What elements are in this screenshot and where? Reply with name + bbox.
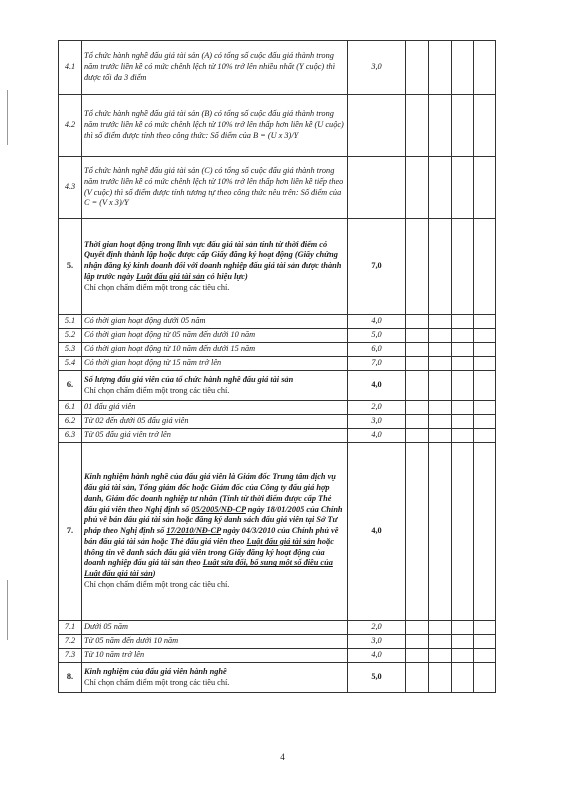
score-entry-cell bbox=[452, 41, 474, 95]
criterion-number: 6.2 bbox=[59, 415, 82, 429]
criterion-number: 5.3 bbox=[59, 343, 82, 357]
criterion-text bbox=[84, 344, 345, 355]
criterion-description bbox=[82, 371, 348, 401]
criterion-text bbox=[84, 240, 345, 283]
criterion-text-part: Dưới 05 năm bbox=[84, 622, 128, 632]
criterion-text bbox=[84, 109, 345, 141]
criterion-text bbox=[84, 416, 345, 427]
criterion-text bbox=[84, 472, 345, 580]
criterion-description bbox=[82, 649, 348, 663]
score-entry-cell bbox=[429, 219, 452, 315]
criterion-text bbox=[84, 51, 345, 83]
score-entry-cell bbox=[406, 219, 429, 315]
criterion-description bbox=[82, 429, 348, 443]
score-entry-cell bbox=[429, 95, 452, 157]
criterion-number: 7.1 bbox=[59, 621, 82, 635]
max-score: 2,0 bbox=[348, 621, 406, 635]
score-entry-cell bbox=[452, 329, 474, 343]
score-entry-cell bbox=[406, 41, 429, 95]
criterion-description bbox=[82, 635, 348, 649]
score-entry-cell bbox=[452, 415, 474, 429]
table-row bbox=[59, 663, 496, 693]
criterion-number: 5.1 bbox=[59, 315, 82, 329]
score-entry-cell bbox=[474, 315, 496, 329]
criterion-description bbox=[82, 663, 348, 693]
max-score: 4,0 bbox=[348, 429, 406, 443]
criterion-text-part: Tổ chức hành nghề đấu giá tài sản (C) có tổng số cuộc đấu giá thành trong năm trước liền kề có mức chênh lệch từ 10% trở lên thấp hơn liền kề tiếp theo (V cuộc) thì số điểm được tính tương tự theo công thức nêu trên: Số điểm của C = (V x 3)/Y bbox=[84, 165, 344, 208]
criterion-description bbox=[82, 329, 348, 343]
score-entry-cell bbox=[429, 415, 452, 429]
criterion-description bbox=[82, 219, 348, 315]
score-entry-cell bbox=[406, 429, 429, 443]
table-row bbox=[59, 401, 496, 415]
score-entry-cell bbox=[474, 371, 496, 401]
criterion-text-part: Có thời gian hoạt động từ 15 năm trở lên bbox=[84, 358, 222, 368]
table-row bbox=[59, 329, 496, 343]
table-row bbox=[59, 621, 496, 635]
score-entry-cell bbox=[474, 443, 496, 621]
criterion-text bbox=[84, 636, 345, 647]
selection-note: Chỉ chọn chấm điểm một trong các tiêu chí. bbox=[84, 677, 230, 687]
criterion-number: 6.1 bbox=[59, 401, 82, 415]
max-score bbox=[348, 157, 406, 219]
criterion-number: 8. bbox=[59, 663, 82, 693]
criterion-text bbox=[84, 375, 345, 386]
table-row bbox=[59, 95, 496, 157]
criterion-text-part: Từ 05 năm đến dưới 10 năm bbox=[84, 636, 179, 646]
criterion-description bbox=[82, 443, 348, 621]
table-row bbox=[59, 357, 496, 371]
score-entry-cell bbox=[406, 371, 429, 401]
criterion-text-part: Thời gian hoạt động trong lĩnh vực đấu giá tài sản tính từ thời điểm có Quyết định thành lập hoặc được cấp Giấy đăng ký hoạt động (Giấy chứng nhận đăng ký kinh doanh đối với doanh nghiệp đấu giá tài sản được thành lập trước ngày bbox=[84, 239, 342, 281]
score-entry-cell bbox=[452, 663, 474, 693]
score-entry-cell bbox=[406, 315, 429, 329]
score-entry-cell bbox=[474, 621, 496, 635]
criterion-text-part: Kinh nghiệm hành nghề của đấu giá viên là Giám đốc Trung tâm dịch vụ đấu giá tài sản, Tổng giám đốc hoặc Giám đốc của Công ty đấu giá hợp danh, Giám đốc doanh nghiệp tư nhân (Tính từ thời điểm được cấp Thẻ đấu giá viên theo Nghị định số bbox=[84, 472, 336, 514]
criterion-text-part: Từ 10 năm trở lên bbox=[84, 650, 145, 660]
score-entry-cell bbox=[452, 95, 474, 157]
criterion-text-part: có hiệu lực) bbox=[204, 271, 248, 281]
criterion-description bbox=[82, 621, 348, 635]
criterion-number: 4.3 bbox=[59, 157, 82, 219]
criterion-text bbox=[84, 430, 345, 441]
criterion-text-part: Luật đấu giá tài sản bbox=[136, 271, 205, 281]
score-entry-cell bbox=[406, 663, 429, 693]
criterion-text-part: hoặc thông tin về danh sách đấu giá viên trong Giấy đăng ký hoạt động của doanh nghiệp đấu giá tài sản theo bbox=[84, 536, 334, 568]
criterion-number: 7. bbox=[59, 443, 82, 621]
score-entry-cell bbox=[429, 635, 452, 649]
score-entry-cell bbox=[474, 95, 496, 157]
score-entry-cell bbox=[429, 663, 452, 693]
score-entry-cell bbox=[452, 635, 474, 649]
score-entry-cell bbox=[429, 443, 452, 621]
table-row bbox=[59, 415, 496, 429]
table-row bbox=[59, 635, 496, 649]
criterion-text bbox=[84, 650, 345, 661]
selection-note: Chỉ chọn chấm điểm một trong các tiêu chí. bbox=[84, 385, 230, 395]
score-entry-cell bbox=[452, 371, 474, 401]
max-score: 6,0 bbox=[348, 343, 406, 357]
score-entry-cell bbox=[429, 401, 452, 415]
criterion-text-part: Từ 05 đấu giá viên trở lên bbox=[84, 430, 171, 440]
score-entry-cell bbox=[474, 635, 496, 649]
margin-pen-mark bbox=[7, 580, 8, 640]
score-entry-cell bbox=[474, 41, 496, 95]
table-row bbox=[59, 429, 496, 443]
score-entry-cell bbox=[406, 635, 429, 649]
score-entry-cell bbox=[406, 329, 429, 343]
max-score: 2,0 bbox=[348, 401, 406, 415]
criterion-text-part: Tổ chức hành nghề đấu giá tài sản (A) có tổng số cuộc đấu giá thành trong năm trước liền kề có mức chênh lệch từ 10% trở lên nhiều nhất (Y cuộc) thì được tối đa 3 điểm bbox=[84, 51, 335, 82]
criterion-text bbox=[84, 622, 345, 633]
score-entry-cell bbox=[474, 219, 496, 315]
score-entry-cell bbox=[429, 357, 452, 371]
criterion-text bbox=[84, 358, 345, 369]
page-number: 4 bbox=[280, 752, 285, 762]
score-entry-cell bbox=[406, 157, 429, 219]
criterion-number: 5.2 bbox=[59, 329, 82, 343]
score-entry-cell bbox=[429, 621, 452, 635]
score-entry-cell bbox=[429, 649, 452, 663]
table-row bbox=[59, 41, 496, 95]
score-entry-cell bbox=[452, 401, 474, 415]
score-entry-cell bbox=[474, 357, 496, 371]
score-entry-cell bbox=[406, 621, 429, 635]
max-score: 4,0 bbox=[348, 443, 406, 621]
criterion-text-part: Số lượng đấu giá viên của tổ chức hành nghề đấu giá tài sản bbox=[84, 374, 294, 384]
criterion-number: 4.2 bbox=[59, 95, 82, 157]
criterion-text-part: 17/2010/NĐ-CP bbox=[166, 526, 221, 536]
score-entry-cell bbox=[452, 621, 474, 635]
score-entry-cell bbox=[429, 429, 452, 443]
criterion-description bbox=[82, 357, 348, 371]
score-entry-cell bbox=[406, 401, 429, 415]
criterion-description bbox=[82, 315, 348, 329]
margin-pen-mark bbox=[7, 90, 8, 145]
score-entry-cell bbox=[429, 315, 452, 329]
score-entry-cell bbox=[406, 343, 429, 357]
score-entry-cell bbox=[406, 357, 429, 371]
criterion-text bbox=[84, 330, 345, 341]
score-entry-cell bbox=[406, 415, 429, 429]
criterion-number: 4.1 bbox=[59, 41, 82, 95]
criterion-description bbox=[82, 41, 348, 95]
selection-note: Chỉ chọn chấm điểm một trong các tiêu chí. bbox=[84, 580, 230, 590]
criterion-number: 6.3 bbox=[59, 429, 82, 443]
criterion-number: 7.2 bbox=[59, 635, 82, 649]
criterion-text-part: Có thời gian hoạt động dưới 05 năm bbox=[84, 316, 206, 326]
criterion-text-part: Có thời gian hoạt động từ 10 năm đến dưới 15 năm bbox=[84, 344, 256, 354]
criterion-number: 6. bbox=[59, 371, 82, 401]
criterion-text-part: Kinh nghiệm của đấu giá viên hành nghề bbox=[84, 666, 227, 676]
score-entry-cell bbox=[474, 329, 496, 343]
score-entry-cell bbox=[452, 315, 474, 329]
criterion-number: 7.3 bbox=[59, 649, 82, 663]
table-row bbox=[59, 157, 496, 219]
max-score: 5,0 bbox=[348, 329, 406, 343]
score-entry-cell bbox=[474, 157, 496, 219]
criterion-number: 5. bbox=[59, 219, 82, 315]
criterion-description bbox=[82, 157, 348, 219]
criterion-text bbox=[84, 402, 345, 413]
table-row bbox=[59, 315, 496, 329]
criterion-text-part: Luật sửa đổi, bổ sung một số điều của Luật đấu giá tài sản bbox=[84, 558, 333, 579]
score-entry-cell bbox=[406, 95, 429, 157]
criterion-text-part: 05/2005/NĐ-CP bbox=[191, 504, 246, 514]
criterion-description bbox=[82, 415, 348, 429]
max-score: 4,0 bbox=[348, 371, 406, 401]
score-entry-cell bbox=[429, 371, 452, 401]
score-entry-cell bbox=[474, 429, 496, 443]
table-row bbox=[59, 649, 496, 663]
score-entry-cell bbox=[452, 357, 474, 371]
score-entry-cell bbox=[429, 157, 452, 219]
score-entry-cell bbox=[429, 329, 452, 343]
scoring-table-body bbox=[59, 41, 496, 693]
table-row bbox=[59, 371, 496, 401]
criterion-description bbox=[82, 401, 348, 415]
score-entry-cell bbox=[474, 401, 496, 415]
criterion-text-part: Tổ chức hành nghề đấu giá tài sản (B) có tổng số cuộc đấu giá thành trong năm trước liền kề có mức chênh lệch từ 10% trở lên thấp hơn liền kề (U cuộc) thì số điểm được tính theo công thức: Số điểm của B = (U x 3)/Y bbox=[84, 109, 344, 140]
max-score: 4,0 bbox=[348, 315, 406, 329]
max-score bbox=[348, 95, 406, 157]
score-entry-cell bbox=[452, 429, 474, 443]
criterion-text bbox=[84, 667, 345, 678]
criterion-text-part: ngày 04/3/2010 của Chính phủ về bán đấu giá tài sản hoặc Thẻ đấu giá viên theo bbox=[84, 526, 339, 546]
selection-note: Chỉ chọn chấm điểm một trong các tiêu chí. bbox=[84, 282, 230, 292]
score-entry-cell bbox=[452, 443, 474, 621]
max-score: 5,0 bbox=[348, 663, 406, 693]
score-entry-cell bbox=[429, 41, 452, 95]
criterion-text bbox=[84, 316, 345, 327]
criterion-description bbox=[82, 343, 348, 357]
max-score: 3,0 bbox=[348, 41, 406, 95]
criterion-text-part: Có thời gian hoạt động từ 05 năm đến dưới 10 năm bbox=[84, 330, 256, 340]
max-score: 4,0 bbox=[348, 649, 406, 663]
score-entry-cell bbox=[452, 649, 474, 663]
score-entry-cell bbox=[429, 343, 452, 357]
score-entry-cell bbox=[452, 157, 474, 219]
criterion-text-part: 01 đấu giá viên bbox=[84, 402, 136, 412]
criterion-description bbox=[82, 95, 348, 157]
criterion-text bbox=[84, 166, 345, 209]
scoring-table bbox=[58, 40, 496, 693]
max-score: 3,0 bbox=[348, 635, 406, 649]
score-entry-cell bbox=[474, 415, 496, 429]
score-entry-cell bbox=[452, 219, 474, 315]
score-entry-cell bbox=[474, 343, 496, 357]
max-score: 3,0 bbox=[348, 415, 406, 429]
table-row bbox=[59, 219, 496, 315]
criterion-text-part: Luật đấu giá tài sản bbox=[246, 536, 316, 546]
criterion-text-part: Từ 02 đến dưới 05 đấu giá viên bbox=[84, 416, 189, 426]
score-entry-cell bbox=[452, 343, 474, 357]
table-row bbox=[59, 443, 496, 621]
table-row bbox=[59, 343, 496, 357]
score-entry-cell bbox=[474, 663, 496, 693]
criterion-text-part: ngày 18/01/2005 của Chính phủ về bán đấu giá tài sản hoặc đăng ký danh sách đấu giá viên tại Sở Tư pháp theo Nghị định số bbox=[84, 504, 343, 536]
criterion-text-part: ) bbox=[152, 569, 156, 579]
max-score: 7,0 bbox=[348, 357, 406, 371]
max-score: 7,0 bbox=[348, 219, 406, 315]
score-entry-cell bbox=[406, 443, 429, 621]
criterion-number: 5.4 bbox=[59, 357, 82, 371]
score-entry-cell bbox=[406, 649, 429, 663]
score-entry-cell bbox=[474, 649, 496, 663]
